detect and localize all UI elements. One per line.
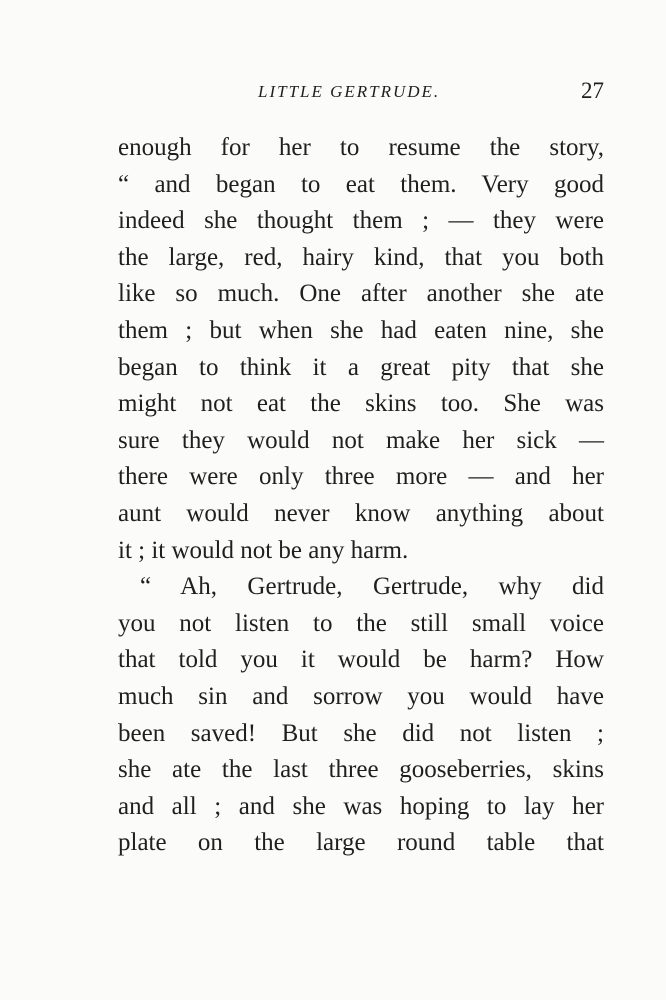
page-number: 27	[581, 78, 604, 103]
text-line: and all ; and she was hoping to lay her	[118, 792, 604, 820]
text-line: enough for her to resume the story,	[118, 134, 604, 161]
page-header	[118, 78, 604, 108]
text-line: plate on the large round table that	[118, 829, 604, 857]
running-title: LITTLE GERTRUDE.	[258, 82, 441, 101]
text-line: “ and began to eat them. Very good	[118, 170, 604, 198]
text-line: the large, red, hairy kind, that you both	[118, 243, 604, 271]
text-line: much sin and sorrow you would have	[118, 682, 604, 710]
text-line: like so much. One after another she ate	[118, 280, 604, 308]
text-line: it ; it would not be any harm.	[118, 536, 409, 564]
body-text	[118, 130, 604, 862]
text-line: there were only three more — and her	[118, 463, 604, 491]
text-line: indeed she thought them ; — they were	[118, 207, 604, 235]
text-line: them ; but when she had eaten nine, she	[118, 316, 604, 344]
text-line: she ate the last three gooseberries, skins	[118, 756, 604, 784]
text-line: might not eat the skins too. She was	[118, 390, 604, 418]
text-line: began to think it a great pity that she	[118, 353, 604, 381]
text-line: you not listen to the still small voice	[118, 609, 604, 637]
text-line: been saved! But she did not listen ;	[118, 719, 604, 747]
text-line: “ Ah, Gertrude, Gertrude, why did	[140, 573, 604, 601]
text-line: sure they would not make her sick —	[118, 426, 604, 454]
text-line: aunt would never know anything about	[118, 499, 604, 527]
text-line: that told you it would be harm? How	[118, 646, 604, 674]
